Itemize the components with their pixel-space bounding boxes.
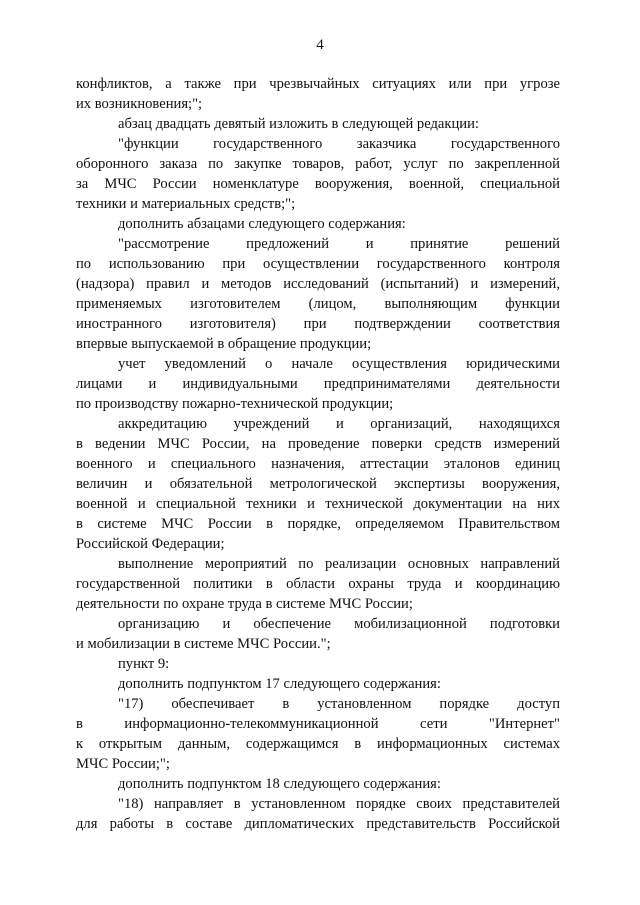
text-line: аккредитацию учреждений и организаций, находящихся — [118, 416, 560, 432]
text-line: "18) направляет в установленном порядке своих представителей — [118, 796, 560, 812]
text-line: впервые выпускаемой в обращение продукции; — [76, 336, 372, 352]
text-line: дополнить подпунктом 18 следующего содержания: — [118, 776, 441, 792]
text-line: конфликтов, а также при чрезвычайных ситуациях или при угрозе — [76, 76, 560, 92]
text-line: к открытым данным, содержащимся в информационных системах — [76, 736, 560, 752]
text-line: организацию и обеспечение мобилизационной подготовки — [118, 616, 560, 632]
text-line: "рассмотрение предложений и принятие решений — [118, 236, 560, 252]
text-line: учет уведомлений о начале осуществления юридическими — [118, 356, 560, 372]
text-line: по использованию при осуществлении государственного контроля — [76, 256, 560, 272]
text-line: военного и специального назначения, аттестации эталонов единиц — [76, 456, 560, 472]
text-line: (надзора) правил и методов исследований (испытаний) и измерений, — [76, 276, 560, 292]
text-line: МЧС России;"; — [76, 756, 170, 772]
text-line: в информационно-телекоммуникационной сети "Интернет" — [76, 716, 560, 732]
text-line: дополнить подпунктом 17 следующего содержания: — [118, 676, 441, 692]
text-line: лицами и индивидуальными предпринимателями деятельности — [76, 376, 560, 392]
text-line: их возникновения;"; — [76, 96, 203, 112]
text-line: величин и обязательной метрологической экспертизы вооружения, — [76, 476, 560, 492]
text-line: в системе МЧС России в порядке, определяемом Правительством — [76, 516, 560, 532]
text-line: и мобилизации в системе МЧС России."; — [76, 636, 331, 652]
text-line: пункт 9: — [118, 656, 170, 672]
text-line: военной и специальной техники и технической документации на них — [76, 496, 560, 512]
text-line: по производству пожарно-технической продукции; — [76, 396, 394, 412]
text-line: деятельности по охране труда в системе МЧС России; — [76, 596, 413, 612]
text-line: для работы в составе дипломатических представительств Российской — [76, 816, 560, 832]
text-line: "функции государственного заказчика государственного — [118, 136, 560, 152]
text-line: техники и материальных средств;"; — [76, 196, 296, 212]
text-line: за МЧС России номенклатуре вооружения, военной, специальной — [76, 176, 560, 192]
text-line: иностранного изготовителя) при подтверждении соответствия — [76, 316, 560, 332]
text-line: Российской Федерации; — [76, 536, 225, 552]
text-line: применяемых изготовителем (лицом, выполняющим функции — [76, 296, 560, 312]
text-line: в ведении МЧС России, на проведение поверки средств измерений — [76, 436, 560, 452]
body-text — [76, 74, 560, 834]
page-number: 4 — [316, 37, 324, 53]
text-line: абзац двадцать девятый изложить в следующей редакции: — [118, 116, 479, 132]
text-line: выполнение мероприятий по реализации основных направлений — [118, 556, 560, 572]
text-line: дополнить абзацами следующего содержания: — [118, 216, 406, 232]
text-line: оборонного заказа по закупке товаров, работ, услуг по закрепленной — [76, 156, 560, 172]
text-line: государственной политики в области охраны труда и координацию — [76, 576, 560, 592]
text-line: "17) обеспечивает в установленном порядке доступ — [118, 696, 560, 712]
